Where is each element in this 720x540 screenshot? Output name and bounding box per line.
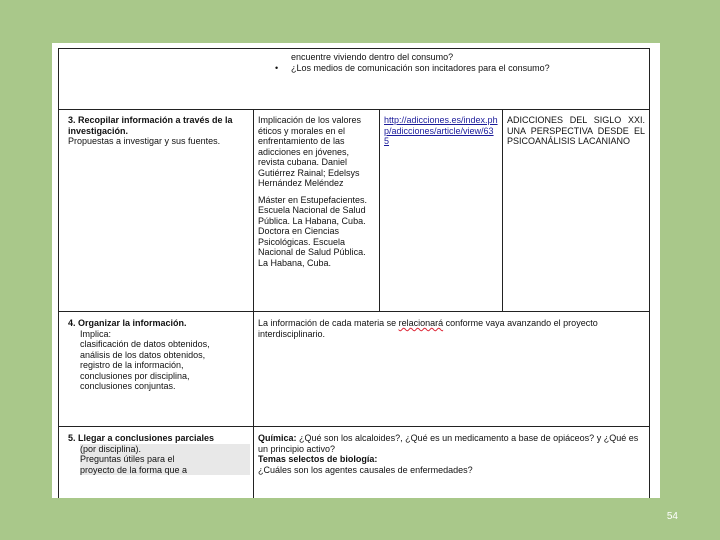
table-border-top (58, 48, 650, 49)
table-border-right (649, 48, 650, 498)
row3-heading: 3. Recopilar información a través de la investigación. (68, 115, 233, 136)
row5-quimica (258, 433, 643, 454)
row4-col2 (258, 318, 643, 339)
row4-line: Implica: (80, 328, 112, 339)
row3-col2-b1: Máster en Estupefacientes. Escuela Nacional de Salud Pública. La Habana, Cuba. (258, 194, 368, 226)
row4-desc (258, 318, 643, 339)
row3-col2-b2: Doctora en Ciencias Psicológicas. Escuela Nacional de Salud Pública. La Habana, Cuba. (258, 226, 366, 268)
row0-cell (275, 52, 641, 73)
row3-col2-a: Implicación de los valores éticos y morales en el enfrentamiento de las adicciones en jóvenes, revista cubana. Daniel Gutiérrez Rainal; Edelsys Hernández Meléndez (258, 115, 362, 188)
row4-list (68, 329, 250, 392)
row3-col4-text: ADICCIONES DEL SIGLO XXI. UNA PERSPECTIVA DESDE EL PSICOANÁLISIS LACANIANO (507, 115, 645, 146)
project-table (58, 43, 650, 498)
col-divider-1 (253, 109, 254, 498)
document-page (52, 43, 660, 498)
row4-desc-post: conforme vaya avanzando el proyecto interdisciplinario. (258, 318, 598, 339)
row5-quim-label: Química: (258, 433, 297, 443)
row4-line: registro de la información, (80, 360, 184, 370)
page-number: 54 (666, 511, 678, 522)
bullet-glyph: • (275, 62, 279, 73)
row3-col2 (258, 115, 376, 268)
row0-bullet-line (275, 63, 641, 74)
row-divider-2 (58, 311, 650, 312)
row4-col1 (68, 318, 250, 392)
row4-desc-word: relacionará (398, 318, 444, 328)
row0-line1: encuentre viviendo dentro del consumo? (291, 52, 454, 62)
row-divider-3 (58, 426, 650, 427)
row4-line: conclusiones conjuntas. (80, 381, 176, 391)
row5-line: Preguntas útiles para el (80, 454, 250, 465)
row4-desc-pre: La información de cada materia se (258, 318, 399, 328)
row5-line: (por disciplina). (80, 444, 250, 455)
row5-line: proyecto de la forma que a (80, 465, 250, 476)
row4-line: clasificación de datos obtenidos, (80, 339, 210, 349)
row5-quim-text: ¿Qué son los alcaloides?, ¿Qué es un medicamento a base de opiáceos? y ¿Qué es un principio activo? (258, 433, 639, 454)
row5-list (68, 444, 250, 476)
col-divider-2 (379, 109, 380, 311)
row4-line: análisis de los datos obtenidos, (80, 349, 206, 360)
row3-col3 (384, 115, 498, 147)
row3-col1 (68, 115, 250, 147)
row4-heading: 4. Organizar la información. (68, 318, 187, 328)
row-divider-1 (58, 109, 650, 110)
row5-heading: 5. Llegar a conclusiones parciales (68, 433, 215, 443)
table-border-left (58, 48, 59, 498)
col-divider-3 (502, 109, 503, 311)
row5-bio-label: Temas selectos de biología: (258, 454, 378, 464)
row5-col2 (258, 433, 643, 475)
row3-link[interactable]: http://adicciones.es/index.php/adicciones/article/view/635 (384, 115, 498, 146)
row5-col1 (68, 433, 250, 475)
row5-bio-text: ¿Cuáles son los agentes causales de enfermedades? (258, 464, 473, 475)
row4-line: conclusiones por disciplina, (80, 370, 190, 381)
row3-col4 (507, 115, 645, 147)
row3-sub: Propuestas a investigar y sus fuentes. (68, 136, 221, 146)
row0-line2: ¿Los medios de comunicación son incitadores para el consumo? (291, 62, 550, 73)
